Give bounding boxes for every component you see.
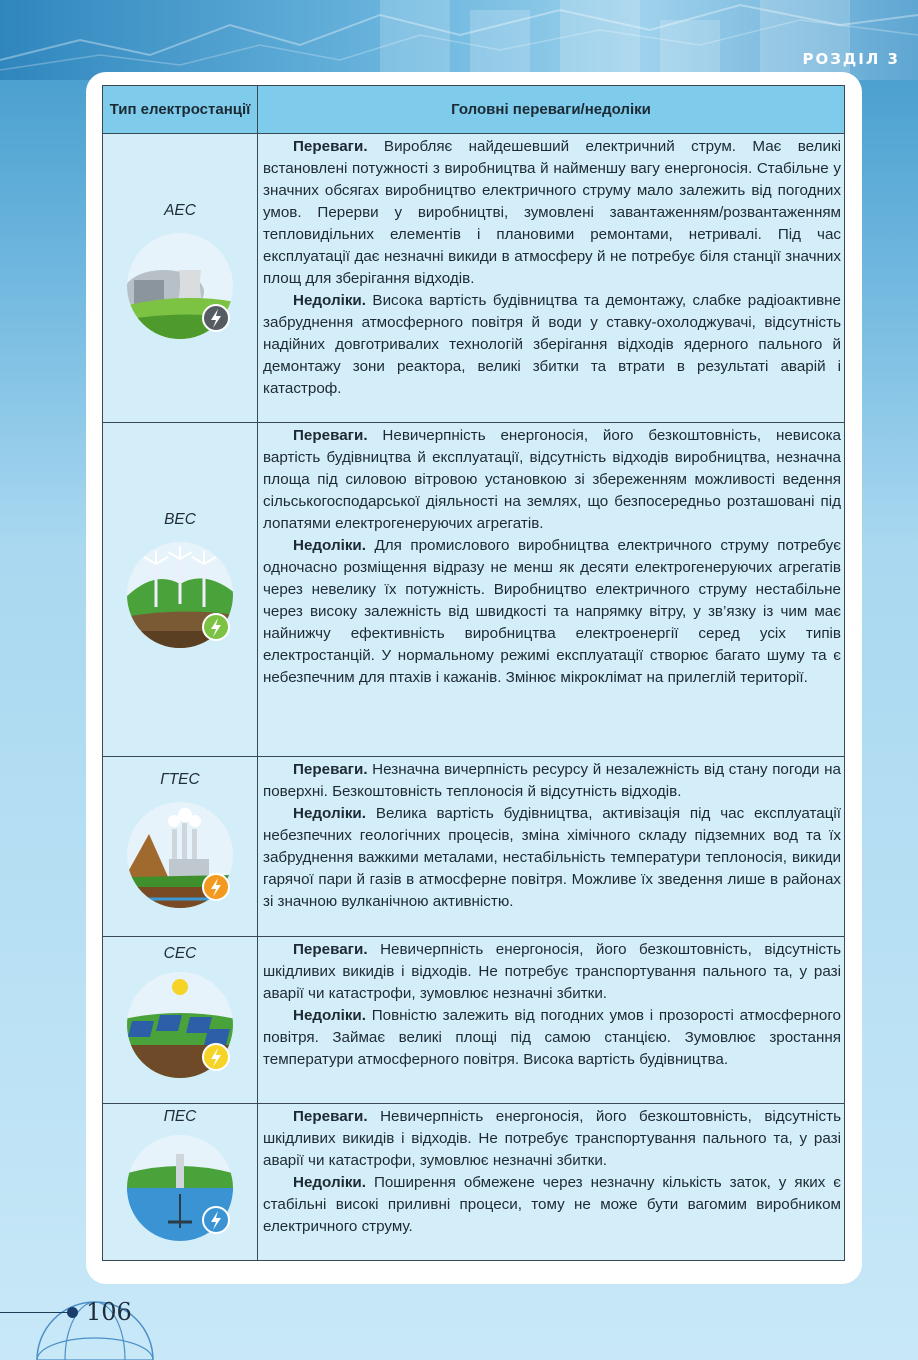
advantages-label: Переваги. [293, 427, 368, 444]
table-row [103, 134, 845, 423]
advantages-label: Переваги. [293, 138, 368, 155]
advantages-label: Переваги. [293, 941, 368, 958]
table-row [103, 757, 845, 937]
header-type: Тип електростанції [103, 86, 258, 134]
header-banner [0, 0, 918, 80]
advantages-paragraph [263, 425, 841, 535]
disadvantages-label: Недоліки. [293, 292, 366, 309]
solar-plant-icon [124, 969, 236, 1081]
type-cell [103, 134, 258, 423]
description-cell [258, 1104, 845, 1261]
plant-type: СЕС [163, 945, 197, 962]
table-row [103, 937, 845, 1104]
description-cell [258, 937, 845, 1104]
advantages-text: Невичерпність енергоносія, його безкоштовність, невисока вартість будівництва й експлуатації, відсутність відходів виробництва, незначна площа під силовою вітровою установкою зі збереженням можливості ведення сільськогосподарської діяльності на землях, що безпосередньо розташовані під лопатями електрогенеруючих агрегатів. [263, 427, 841, 532]
description-cell [258, 134, 845, 423]
section-label: РОЗДІЛ 3 [802, 50, 900, 68]
advantages-text: Незначна вичерпність ресурсу й незалежність від стану погоди на поверхні. Безкоштовність теплоносія й відсутність відходів. [263, 761, 841, 800]
plant-type: ВЕС [164, 511, 196, 528]
advantages-text: Невичерпність енергоносія, його безкоштовність, відсутність шкідливих викидів і відходів. Не потребує транспортування пального та, у разі аварії чи катастрофи, зумовлює незначні збитки. [263, 941, 841, 1002]
page-number: 106 [86, 1298, 132, 1326]
plant-type: ГТЕС [160, 771, 200, 788]
advantages-label: Переваги. [293, 761, 368, 778]
disadvantages-label: Недоліки. [293, 537, 366, 554]
advantages-text: Невичерпність енергоносія, його безкоштовність, відсутність шкідливих викидів і відходів. Не потребує транспортування пального та, у разі аварії чи катастрофи, зумовлює незначні збитки. [263, 1108, 841, 1169]
disadvantages-label: Недоліки. [293, 1174, 366, 1191]
plant-type: АЕС [164, 202, 196, 219]
plant-type: ПЕС [163, 1108, 197, 1125]
advantages-paragraph [263, 939, 841, 1005]
geothermal-plant-icon [124, 799, 236, 911]
advantages-label: Переваги. [293, 1108, 368, 1125]
table-row [103, 423, 845, 757]
disadvantages-text: Повністю залежить від погодних умов і прозорості атмосферного повітря. Займає великі площі під самою станцією. Зумовлює зростання температури атмосферного повітря. Висока вартість будівництва. [263, 1007, 841, 1068]
nuclear-plant-icon [124, 230, 236, 342]
disadvantages-paragraph [263, 803, 841, 913]
type-cell [103, 937, 258, 1104]
disadvantages-paragraph [263, 290, 841, 400]
disadvantages-text: Поширення обмежене через незначну кількість заток, у яких є стабільні високі приливні процеси, тому не може бути вагомим виробником електричного струму. [263, 1174, 841, 1235]
disadvantages-label: Недоліки. [293, 805, 366, 822]
disadvantages-paragraph [263, 535, 841, 689]
tidal-plant-icon [124, 1132, 236, 1244]
chart-lines-decoration [0, 0, 918, 80]
disadvantages-paragraph [263, 1172, 841, 1238]
page-number-rule [0, 1312, 72, 1313]
description-cell [258, 757, 845, 937]
type-cell [103, 1104, 258, 1261]
advantages-paragraph [263, 759, 841, 803]
header-desc: Головні переваги/недоліки [258, 86, 845, 134]
type-cell [103, 423, 258, 757]
advantages-text: Виробляє найдешевший електричний струм. Має великі встановлені потужності з виробництва й найменшу вагу енергоносія. Стабільне у значних обсягах виробництво електричного струму мало залежить від погодних умов. Перерви у виробництві, зумовлені завантаженням/розвантаженням тепловидільних елементів і плановими ремонтами, нетривалі. Під час експлуатації дає незначні викиди в атмосферу й не потребує біля станції значних площ для зберігання відходів. [263, 138, 841, 287]
table-header-row [103, 86, 845, 134]
type-cell [103, 757, 258, 937]
table-row [103, 1104, 845, 1261]
advantages-paragraph [263, 1106, 841, 1172]
disadvantages-text: Для промислового виробництва електричного струму потребує одночасно розміщення відразу не менш як десяти електрогенеруючих агрегатів через невелику їх потужність. Виробництво електричного струму нестабільне через високу залежність від швидкості та напрямку вітру, у зв’язку із чим має найнижчу ефективність виробництва електроенергії серед усіх типів електростанцій. У нормальному режимі експлуатації створює багато шуму та є небезпечним для птахів і кажанів. Змінює мікроклімат на прилеглій території. [263, 537, 841, 686]
advantages-paragraph [263, 136, 841, 290]
disadvantages-text: Велика вартість будівництва, активізація під час експлуатації небезпечних геологічних процесів, зміна хімічного складу підземних вод та їх забруднення важкими металами, нестабільність температури теплоносія, викиди гарячої пари й газів в атмосферне повітря. Можливе їх зведення лише в районах зі значною вулканічною активністю. [263, 805, 841, 910]
disadvantages-text: Висока вартість будівництва та демонтажу, слабке радіоактивне забруднення атмосферного повітря й води у ставку-охолоджувачі, відсутність надійних довготривалих технологій зберігання відходів ядерного пального й демонтажу зони реактора, великі збитки та втрати в результаті аварій і катастроф. [263, 292, 841, 397]
disadvantages-paragraph [263, 1005, 841, 1071]
power-plants-table [102, 85, 845, 1261]
disadvantages-label: Недоліки. [293, 1007, 366, 1024]
description-cell [258, 423, 845, 757]
wind-plant-icon [124, 539, 236, 651]
page-number-dot [67, 1307, 78, 1318]
